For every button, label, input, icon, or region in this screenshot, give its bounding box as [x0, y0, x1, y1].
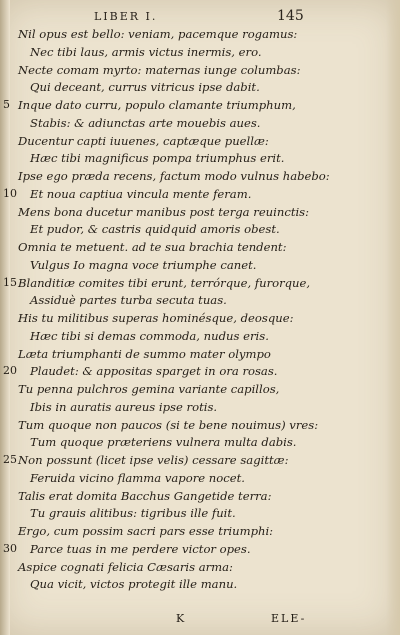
verse-text: Et pudor, & castris quidquid amoris obest.: [30, 222, 280, 237]
verse-text: Blanditiæ comites tibi erunt, terrórque, furorque,: [18, 275, 311, 290]
verse-line: [0, 540, 380, 558]
verse-text: Hæc tibi magnificus pompa triumphus erit.: [30, 151, 285, 166]
verse-text: Necte comam myrto: maternas iunge columbas:: [18, 62, 301, 77]
verse-line: [0, 362, 380, 380]
verse-text: Feruida vicino flamma vapore nocet.: [30, 470, 245, 485]
verse-line: [0, 522, 380, 540]
verse-text: Mens bona ducetur manibus post terga reuinctis:: [18, 204, 310, 219]
verse-line: [0, 78, 380, 96]
verse-line: [0, 291, 380, 309]
verse-text: His tu militibus superas hominésque, deosque:: [18, 311, 294, 325]
verse-text: Et noua captiua vincula mente feram.: [30, 186, 252, 201]
verse-text: Nil opus est bello: veniam, pacemque rogamus:: [18, 27, 298, 41]
verse-text: Ducentur capti iuuenes, captæque puellæ:: [18, 133, 269, 148]
verse-text: Inque dato curru, populo clamante triumphum,: [18, 98, 296, 112]
line-number: 25: [3, 453, 17, 466]
verse-text: Aspice cognati felicia Cæsaris arma:: [18, 559, 233, 574]
signature-mark: K: [176, 612, 185, 625]
line-number: 5: [3, 98, 10, 111]
verse-line: [0, 575, 380, 593]
verse-line: [0, 238, 380, 256]
verse-line: [0, 433, 380, 451]
line-number: 15: [3, 275, 17, 289]
line-number: 20: [3, 364, 17, 378]
verse-line: [0, 398, 380, 416]
verse-text: Parce tuas in me perdere victor opes.: [30, 541, 251, 556]
verse-line: [0, 309, 380, 327]
verse-text: Vulgus Io magna voce triumphe canet.: [30, 257, 257, 272]
verse-line: [0, 203, 380, 221]
verse-text: Læta triumphanti de summo mater olympo: [18, 346, 271, 361]
verse-line: [0, 487, 380, 505]
verse-line: [0, 114, 380, 132]
verse-line: [0, 504, 380, 522]
page-edge: [386, 0, 400, 635]
verse-line: [0, 25, 380, 43]
verse-line: [0, 220, 380, 238]
verse-line: [0, 185, 380, 203]
verse-text: Qua vicit, victos protegit ille manu.: [30, 577, 238, 592]
verse-text: Ipse ego præda recens, factum modo vulnus habebo:: [18, 169, 330, 183]
verse-line: [0, 345, 380, 363]
verse-text: Stabis: & adiunctas arte mouebis aues.: [30, 115, 261, 130]
verse-line: [0, 451, 380, 469]
verse-line: [0, 469, 380, 487]
verse-text: Ergo, cum possim sacri pars esse triumphi:: [18, 524, 274, 538]
verse-line: [0, 149, 380, 167]
verse-text: Nec tibi laus, armis victus inermis, ero.: [30, 44, 262, 59]
verse-line: [0, 167, 380, 185]
verse-text: Omnia te metuent. ad te sua brachia tendent:: [18, 240, 287, 254]
verse-text: Assiduè partes turba secuta tuas.: [30, 293, 227, 308]
verse-line: [0, 43, 380, 61]
verse-text: Qui deceant, currus vitricus ipse dabit.: [30, 80, 260, 95]
verse-text: Talis erat domita Bacchus Gangetide terra:: [18, 488, 272, 503]
verse-line: [0, 558, 380, 576]
verse-text: Tum quoque non paucos (si te bene nouimus) vres:: [18, 417, 319, 432]
verse-line: [0, 132, 380, 150]
verse-text: Hæc tibi si demas commoda, nudus eris.: [30, 328, 269, 343]
verse-line: [0, 327, 380, 345]
line-number: 30: [3, 541, 17, 555]
running-title: LIBER I.: [94, 10, 158, 23]
verse-text: Tu penna pulchros gemina variante capillos,: [18, 382, 280, 396]
verse-text: Ibis in auratis aureus ipse rotis.: [30, 399, 218, 414]
verse-text: Plaudet: & appositas sparget in ora rosas.: [30, 364, 278, 379]
page-footer: [0, 612, 400, 630]
verse-text: Non possunt (licet ipse velis) cessare sagittæ:: [18, 453, 289, 467]
verse-text: Tu grauis alitibus: tigribus ille fuit.: [30, 506, 236, 521]
verse-line: [0, 416, 380, 434]
verse-line: [0, 274, 380, 292]
verse-line: [0, 61, 380, 79]
verse-line: [0, 256, 380, 274]
verse-line: [0, 96, 380, 114]
verse-text: Tum quoque præteriens vulnera multa dabis.: [30, 435, 297, 450]
page-number: 145: [277, 8, 304, 24]
verse-line: [0, 380, 380, 398]
catchword: ELE-: [271, 612, 307, 625]
line-number: 10: [3, 186, 17, 200]
